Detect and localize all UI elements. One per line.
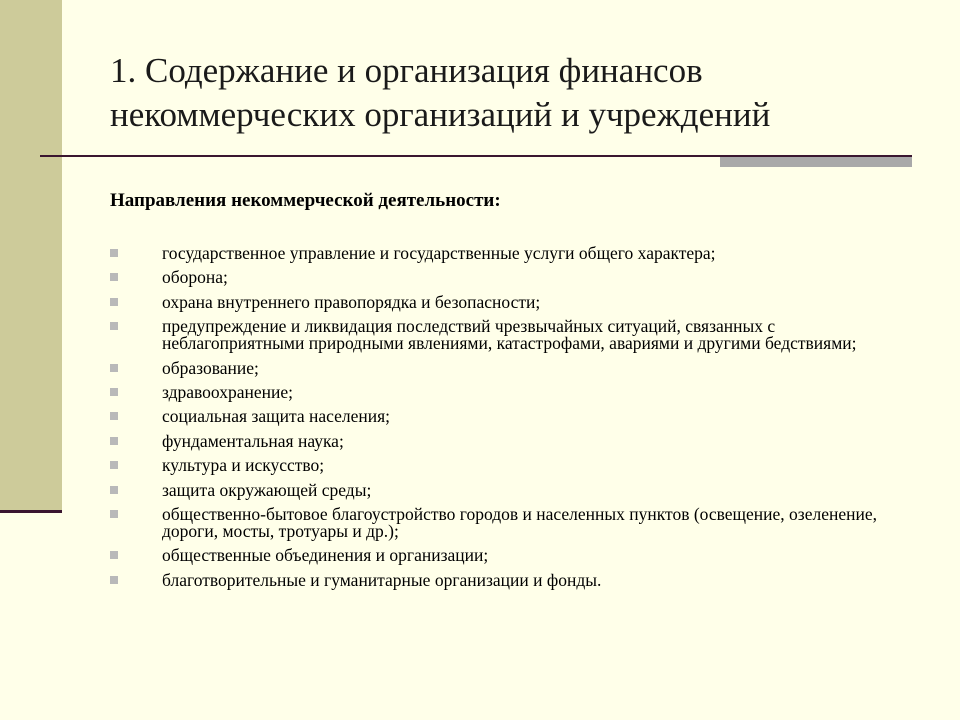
list-item-text: предупреждение и ликвидация последствий чрезвычайных ситуаций, связанных с неблагоприятными природными явлениями, катастрофами, авариями и другими бедствиями; xyxy=(162,316,857,354)
slide-title xyxy=(110,49,910,137)
side-decor-rule xyxy=(0,510,62,513)
square-bullet-icon xyxy=(110,364,118,372)
square-bullet-icon xyxy=(110,461,118,469)
title-divider xyxy=(40,155,912,157)
list-item xyxy=(110,291,910,312)
square-bullet-icon xyxy=(110,576,118,584)
title-accent-bar xyxy=(720,157,912,167)
side-decor-band xyxy=(0,0,62,512)
list-item-text: общественно-бытовое благоустройство городов и населенных пунктов (освещение, озеленение, дороги, мосты, тротуары и др.); xyxy=(162,503,877,541)
slide-title-line-2: некоммерческих организаций и учреждений xyxy=(110,95,771,134)
section-subheading: Направления некоммерческой деятельности: xyxy=(110,190,501,211)
list-item xyxy=(110,547,910,564)
list-item xyxy=(110,457,910,474)
square-bullet-icon xyxy=(110,486,118,494)
list-item-text: здравоохранение; xyxy=(162,381,293,402)
list-item-text: государственное управление и государственные услуги общего характера; xyxy=(162,243,716,263)
list-item-text: защита окружающей среды; xyxy=(162,479,372,500)
list-item-text: культура и искусство; xyxy=(162,455,325,476)
list-item-text: социальная защита населения; xyxy=(162,406,390,427)
list-item xyxy=(110,381,910,402)
list-item xyxy=(110,408,910,425)
list-item xyxy=(110,245,910,262)
square-bullet-icon xyxy=(110,437,118,445)
list-item xyxy=(110,569,910,590)
list-item-text: благотворительные и гуманитарные организации и фонды. xyxy=(162,569,602,590)
list-item xyxy=(110,357,910,378)
list-item-text: оборона; xyxy=(162,267,228,288)
list-item-text: образование; xyxy=(162,357,259,378)
directions-list xyxy=(110,245,910,596)
list-item xyxy=(110,479,910,500)
square-bullet-icon xyxy=(110,249,118,257)
square-bullet-icon xyxy=(110,551,118,559)
list-item xyxy=(110,503,910,541)
slide-title-line-1: 1. Содержание и организация финансов xyxy=(110,51,703,90)
list-item xyxy=(110,430,910,451)
square-bullet-icon xyxy=(110,412,118,420)
square-bullet-icon xyxy=(110,298,118,306)
list-item-text: охрана внутреннего правопорядка и безопасности; xyxy=(162,291,541,312)
list-item-text: общественные объединения и организации; xyxy=(162,545,489,566)
square-bullet-icon xyxy=(110,322,118,330)
list-item-text: фундаментальная наука; xyxy=(162,430,344,451)
list-item xyxy=(110,269,910,286)
square-bullet-icon xyxy=(110,388,118,396)
square-bullet-icon xyxy=(110,273,118,281)
square-bullet-icon xyxy=(110,510,118,518)
list-item xyxy=(110,318,910,352)
